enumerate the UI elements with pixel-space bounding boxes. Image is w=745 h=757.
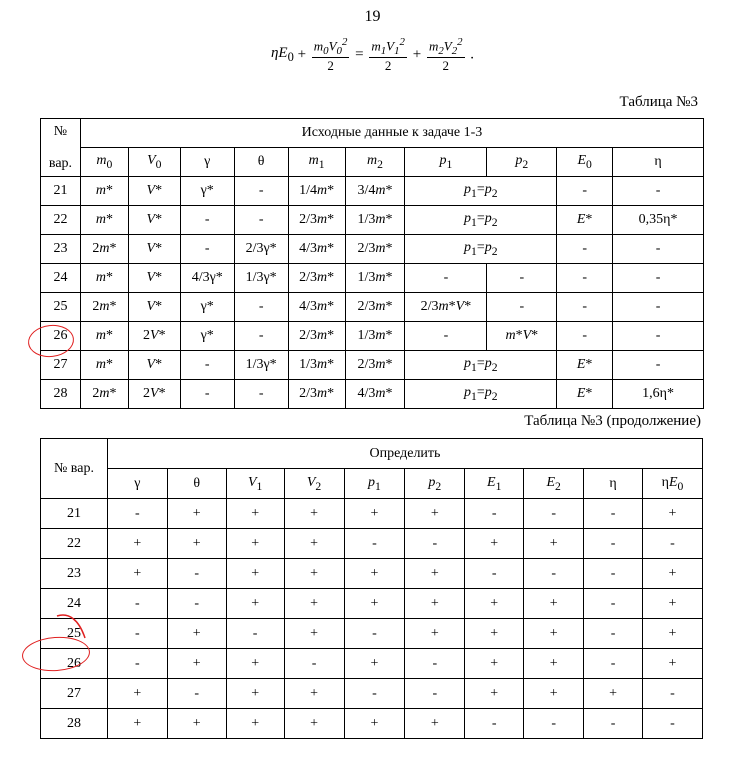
table-cell: + — [226, 559, 284, 589]
table-row — [41, 679, 703, 709]
table-row — [41, 529, 703, 559]
table-cell: - — [613, 235, 704, 264]
table2-column-header: $p_1$ — [344, 469, 405, 499]
table-cell: V* — [128, 206, 180, 235]
table-cell: - — [643, 529, 703, 559]
table-cell: + — [643, 589, 703, 619]
table-cell: + — [643, 499, 703, 529]
table-cell: + — [465, 589, 524, 619]
table-row — [41, 709, 703, 739]
table-cell: + — [405, 619, 465, 649]
table-cell: + — [643, 649, 703, 679]
table-cell: - — [107, 649, 167, 679]
table1-group-header: Исходные данные к задаче 1-3 — [80, 119, 703, 148]
table-cell: - — [487, 293, 557, 322]
table-cell: 4/3γ* — [180, 264, 234, 293]
table-cell: + — [405, 559, 465, 589]
table-cell: + — [284, 589, 344, 619]
table-row — [41, 619, 703, 649]
table2-column-header: $V_2$ — [284, 469, 344, 499]
table-cell: 2/3m* — [288, 380, 345, 409]
table-cell: + — [226, 589, 284, 619]
table-cell: 0,35η* — [613, 206, 704, 235]
table-cell: - — [524, 499, 584, 529]
table1-column-header: $V_0$ — [128, 148, 180, 177]
table-cell: γ* — [180, 322, 234, 351]
table-cell: - — [405, 264, 487, 293]
table-cell: m* — [80, 264, 128, 293]
table-cell: 1/3m* — [345, 264, 405, 293]
table-cell-merged: $p_1=p_2$ — [405, 177, 557, 206]
table1-column-header: $m_0$ — [80, 148, 128, 177]
table-cell: 1/3m* — [345, 322, 405, 351]
table-cell: - — [167, 559, 226, 589]
table2-column-header: θ — [167, 469, 226, 499]
table-cell-merged: $p_1=p_2$ — [405, 351, 557, 380]
table-row — [41, 589, 703, 619]
table-cell: V* — [128, 293, 180, 322]
table-cell: V* — [128, 264, 180, 293]
table-row — [41, 235, 704, 264]
table-cell: + — [344, 589, 405, 619]
table-cell: + — [344, 499, 405, 529]
table-cell: - — [107, 589, 167, 619]
table-row — [41, 206, 704, 235]
variant-number: 27 — [41, 351, 81, 380]
table-cell: + — [465, 529, 524, 559]
table-cell: 2m* — [80, 293, 128, 322]
table-cell: - — [284, 649, 344, 679]
table-cell: + — [226, 709, 284, 739]
table-cell: + — [284, 529, 344, 559]
table-cell: V* — [128, 351, 180, 380]
table-cell: 4/3m* — [288, 293, 345, 322]
table-cell: m*V* — [487, 322, 557, 351]
table-cell: m* — [80, 177, 128, 206]
variant-number: 28 — [41, 709, 108, 739]
table-cell: E* — [557, 380, 613, 409]
table-cell: + — [284, 679, 344, 709]
variant-number: 27 — [41, 679, 108, 709]
table-cell: + — [344, 709, 405, 739]
table-cell: - — [584, 529, 643, 559]
table-cell: - — [405, 529, 465, 559]
table-cell: 2V* — [128, 322, 180, 351]
table-cell: m* — [80, 206, 128, 235]
table-cell: + — [167, 619, 226, 649]
fraction-body1: $\frac{m_1V_1^2}{2}$ — [371, 36, 405, 73]
table-cell: + — [465, 679, 524, 709]
table-cell: - — [487, 264, 557, 293]
table-cell: 2/3m* — [288, 264, 345, 293]
table-cell: - — [584, 649, 643, 679]
table2-column-header: γ — [107, 469, 167, 499]
table-cell: - — [584, 619, 643, 649]
table-cell: + — [167, 649, 226, 679]
red-pen-stroke — [55, 612, 95, 642]
table1-column-header: $p_1$ — [405, 148, 487, 177]
table-cell: + — [284, 619, 344, 649]
table-row — [41, 499, 703, 529]
table-cell: - — [643, 679, 703, 709]
table1-caption: Таблица №3 — [619, 94, 698, 110]
table-cell: + — [284, 559, 344, 589]
table-cell: V* — [128, 235, 180, 264]
table-cell: - — [524, 709, 584, 739]
table-cell: + — [107, 709, 167, 739]
table1-corner-header: № вар. — [41, 119, 81, 177]
table-cell: 3/4m* — [345, 177, 405, 206]
variant-number: 25 — [41, 293, 81, 322]
page-number: 19 — [364, 8, 381, 25]
table-cell: + — [465, 649, 524, 679]
table-cell-merged: $p_1=p_2$ — [405, 235, 557, 264]
variant-number: 28 — [41, 380, 81, 409]
table-cell: + — [107, 559, 167, 589]
table-row — [41, 649, 703, 679]
table1-column-header: η — [613, 148, 704, 177]
table2-caption: Таблица №3 (продолжение) — [524, 413, 701, 429]
table-cell: - — [557, 264, 613, 293]
table-cell: 2/3m* — [288, 206, 345, 235]
table-cell: - — [584, 709, 643, 739]
determine-table — [40, 438, 703, 739]
variant-number: 22 — [41, 529, 108, 559]
table-cell: - — [405, 649, 465, 679]
table-cell: - — [584, 499, 643, 529]
table-cell: + — [226, 679, 284, 709]
table-cell: V* — [128, 177, 180, 206]
table-cell: - — [180, 206, 234, 235]
table-cell: - — [557, 235, 613, 264]
variant-number: 24 — [41, 264, 81, 293]
table-cell: 2V* — [128, 380, 180, 409]
table1-column-header: $m_2$ — [345, 148, 405, 177]
table-cell: 1/3γ* — [234, 351, 288, 380]
variant-number: 22 — [41, 206, 81, 235]
table-cell: - — [234, 293, 288, 322]
table-cell: + — [524, 589, 584, 619]
table-row — [41, 293, 704, 322]
table-cell: 2m* — [80, 380, 128, 409]
table-cell: + — [405, 589, 465, 619]
table1-column-header: θ — [234, 148, 288, 177]
table-cell: + — [524, 619, 584, 649]
table-cell: 4/3m* — [288, 235, 345, 264]
table2-column-header: $E_1$ — [465, 469, 524, 499]
table-cell: - — [584, 559, 643, 589]
table-row — [41, 380, 704, 409]
table-cell: - — [234, 322, 288, 351]
table2-column-header: $V_1$ — [226, 469, 284, 499]
table-cell: + — [107, 529, 167, 559]
table-cell: 2/3m*V* — [405, 293, 487, 322]
table-cell: - — [557, 177, 613, 206]
variant-number: 26 — [41, 649, 108, 679]
table-cell: - — [465, 499, 524, 529]
table-cell: 1/3m* — [288, 351, 345, 380]
variant-number: 21 — [41, 177, 81, 206]
table-cell-merged: $p_1=p_2$ — [405, 206, 557, 235]
table-cell: 1/3m* — [345, 206, 405, 235]
table-row — [41, 322, 704, 351]
table-row — [41, 177, 704, 206]
table-cell: + — [167, 529, 226, 559]
table-row — [41, 264, 704, 293]
table-cell: - — [226, 619, 284, 649]
table-cell: + — [226, 499, 284, 529]
table2-column-header: $E_2$ — [524, 469, 584, 499]
table-cell: + — [344, 649, 405, 679]
table2-group-header: Определить — [107, 439, 702, 469]
table-cell: - — [180, 235, 234, 264]
table-cell: 2m* — [80, 235, 128, 264]
table-cell: E* — [557, 206, 613, 235]
table-cell: 2/3m* — [345, 293, 405, 322]
variant-number: 26 — [41, 322, 81, 351]
variant-number: 24 — [41, 589, 108, 619]
table-cell: γ* — [180, 177, 234, 206]
fraction-initial: $\frac{m_0V_0^2}{2}$ — [313, 36, 348, 73]
table2-column-header: $\eta E_0$ — [643, 469, 703, 499]
table-cell: + — [167, 499, 226, 529]
table1-column-header: $p_2$ — [487, 148, 557, 177]
table-cell: - — [465, 709, 524, 739]
table-cell: + — [284, 499, 344, 529]
table-cell: 1,6η* — [613, 380, 704, 409]
table-row — [41, 559, 703, 589]
table2-corner-header: № вар. — [41, 439, 108, 499]
table2-column-header: $p_2$ — [405, 469, 465, 499]
table-row — [41, 351, 704, 380]
table-cell: 2/3m* — [288, 322, 345, 351]
table-cell: - — [234, 380, 288, 409]
table-cell: + — [405, 499, 465, 529]
table-cell: - — [524, 559, 584, 589]
table-cell: + — [344, 559, 405, 589]
table-cell: γ* — [180, 293, 234, 322]
table-cell: - — [557, 293, 613, 322]
table-cell: - — [557, 322, 613, 351]
table-cell: - — [107, 619, 167, 649]
table-cell: + — [167, 709, 226, 739]
table-cell: + — [405, 709, 465, 739]
table-cell: + — [584, 679, 643, 709]
table-cell: - — [613, 293, 704, 322]
variant-number: 23 — [41, 235, 81, 264]
table-cell: - — [344, 529, 405, 559]
table-cell: 2/3m* — [345, 235, 405, 264]
fraction-body2: $\frac{m_2V_2^2}{2}$ — [428, 36, 463, 73]
table-cell: E* — [557, 351, 613, 380]
table-cell: - — [613, 322, 704, 351]
table-cell: + — [524, 679, 584, 709]
table-cell: + — [643, 559, 703, 589]
table-cell: - — [167, 679, 226, 709]
table-cell: 4/3m* — [345, 380, 405, 409]
table-cell: + — [226, 529, 284, 559]
table-cell: - — [405, 322, 487, 351]
table-cell: - — [613, 177, 704, 206]
variant-number: 21 — [41, 499, 108, 529]
table-cell: + — [524, 649, 584, 679]
energy-formula: $\eta E_0$ + $\frac{m_0V_0^2}{2}$ = $\frac{m_1V_1^2}{2}$ + $\frac{m_2V_2^2}{2}$ . — [270, 36, 475, 73]
table-cell: - — [405, 679, 465, 709]
table-cell: + — [226, 649, 284, 679]
table-cell: + — [107, 679, 167, 709]
table1-column-header: γ — [180, 148, 234, 177]
variant-number: 23 — [41, 559, 108, 589]
table-cell: - — [180, 380, 234, 409]
table-cell: + — [643, 619, 703, 649]
table1-column-header: $m_1$ — [288, 148, 345, 177]
input-data-table — [40, 118, 704, 409]
table2-column-header: η — [584, 469, 643, 499]
table-cell: - — [167, 589, 226, 619]
table-cell: - — [107, 499, 167, 529]
table-cell: - — [643, 709, 703, 739]
table-cell: - — [234, 177, 288, 206]
table-cell: m* — [80, 351, 128, 380]
table-cell: 2/3γ* — [234, 235, 288, 264]
table-cell: - — [180, 351, 234, 380]
table-cell: - — [584, 589, 643, 619]
table-cell: + — [284, 709, 344, 739]
table-cell: - — [344, 619, 405, 649]
table-cell: + — [524, 529, 584, 559]
table-cell: - — [613, 264, 704, 293]
table-cell: + — [465, 619, 524, 649]
table1-column-header: $E_0$ — [557, 148, 613, 177]
table-cell: - — [234, 206, 288, 235]
table-cell: 1/3γ* — [234, 264, 288, 293]
table-cell: - — [613, 351, 704, 380]
table-cell: - — [344, 679, 405, 709]
table-cell: m* — [80, 322, 128, 351]
table-cell: - — [465, 559, 524, 589]
table-cell: 1/4m* — [288, 177, 345, 206]
table-cell-merged: $p_1=p_2$ — [405, 380, 557, 409]
variant-number: 25 — [41, 619, 108, 649]
table-cell: 2/3m* — [345, 351, 405, 380]
